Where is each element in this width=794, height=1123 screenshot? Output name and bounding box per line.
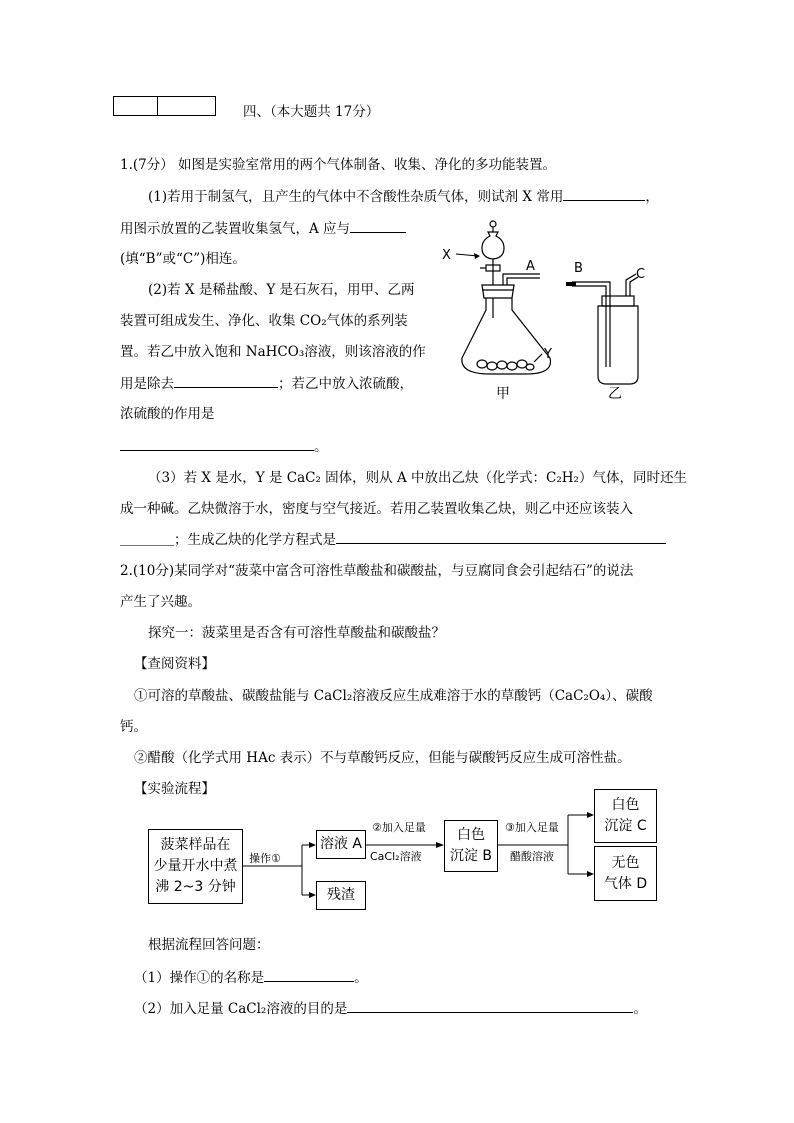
flow-gas-d: 无色 气体 D [594,846,657,901]
section-title: 四、（本大题共 17分） [243,104,380,120]
q2-answer-title: 根据流程回答问题： [148,937,270,953]
label-a: A [526,259,535,274]
flow-step2-bottom: CaCl₂溶液 [370,850,422,863]
flow-precipitate-b: 白色 沉淀 B [444,820,498,872]
label-jia: 甲 [496,386,510,402]
answer-blank[interactable] [264,967,354,982]
q2-answer2: （2）加入足量 CaCl₂溶液的目的是 。 [134,998,647,1019]
q1-part2-line3: 置。若乙中放入饱和 NaHCO₃溶液，则该溶液的作 [120,344,426,360]
q1-part3-line1: （3）若 X 是水，Y 是 CaC₂ 固体，则从 A 中放出乙炔（化学式：C₂H₂）气体，同时还生 [148,470,687,486]
q1-part1-line2: 用图示放置的乙装置收集氢气，A 应与 [120,218,406,239]
q2-ref-title: 【查阅资料】 [134,656,215,672]
label-yi: 乙 [608,386,622,402]
answer-blank[interactable] [347,998,633,1013]
q2-stem-line1: 2.(10分)某同学对“菠菜中富含可溶性草酸盐和碳酸盐，与豆腐同食会引起结石”的说法 [120,563,634,579]
q1-part1-line3: (填“B”或“C”)相连。 [120,251,246,267]
flow-precipitate-c: 白色 沉淀 C [594,789,657,843]
q1-part1-line1: (1)若用于制氢气，且产生的气体中不含酸性杂质气体，则试剂 X 常用 ， [148,186,659,207]
label-x: X [442,248,451,263]
q1-part3-line3: ＿＿＿＿；生成乙炔的化学方程式是 [120,529,666,550]
q1-part3-line2: 成一种碱。乙炔微溶于水，密度与空气接近。若用乙装置收集乙炔，则乙中还应该装入 [120,501,633,517]
flow-step3-bottom: 醋酸溶液 [510,850,554,863]
q2-stem-line2: 产生了兴趣。 [120,594,201,610]
flow-sample-box: 菠菜样品在 少量开水中煮 沸 2~3 分钟 [148,829,243,904]
flow-op1-label: 操作① [249,852,281,865]
q2-explore: 探究一：菠菜里是否含有可溶性草酸盐和碳酸盐？ [148,625,445,641]
q2-ref1-line2: 钙。 [120,719,147,735]
flow-solution-a: 溶液 A [316,830,366,859]
q2-ref2: ②醋酸（化学式用 HAc 表示）不与草酸钙反应，但能与碳酸钙反应生成可溶性盐。 [134,750,631,766]
label-y: Y [544,347,552,362]
q1-part2-line2: 装置可组成发生、净化、收集 CO₂气体的系列装 [120,313,408,329]
flow-step2-top: ②加入足量 [372,821,426,834]
flow-step3-top: ③加入足量 [505,821,559,834]
q1-stem: 1.(7分） 如图是实验室常用的两个气体制备、收集、净化的多功能装置。 [120,157,557,173]
flow-residue: 残渣 [316,881,366,910]
q1-part2-line5: 浓硫酸的作用是 [120,406,215,422]
q2-answer1: （1）操作①的名称是 。 [134,967,368,988]
q2-flow-title: 【实验流程】 [134,781,215,797]
q1-part2-line6: 。 [120,436,328,457]
q2-ref1-line1: ①可溶的草酸盐、碳酸盐能与 CaCl₂溶液反应生成难溶于水的草酸钙（CaC₂O₄）、碳酸 [134,688,653,704]
q1-part2-line1: (2)若 X 是稀盐酸、Y 是石灰石，用甲、乙两 [148,282,415,298]
label-b: B [574,261,583,276]
label-c: C [636,267,646,282]
q1-part2-line4: 用是除去 ；若乙中放入浓硫酸， [120,373,413,394]
